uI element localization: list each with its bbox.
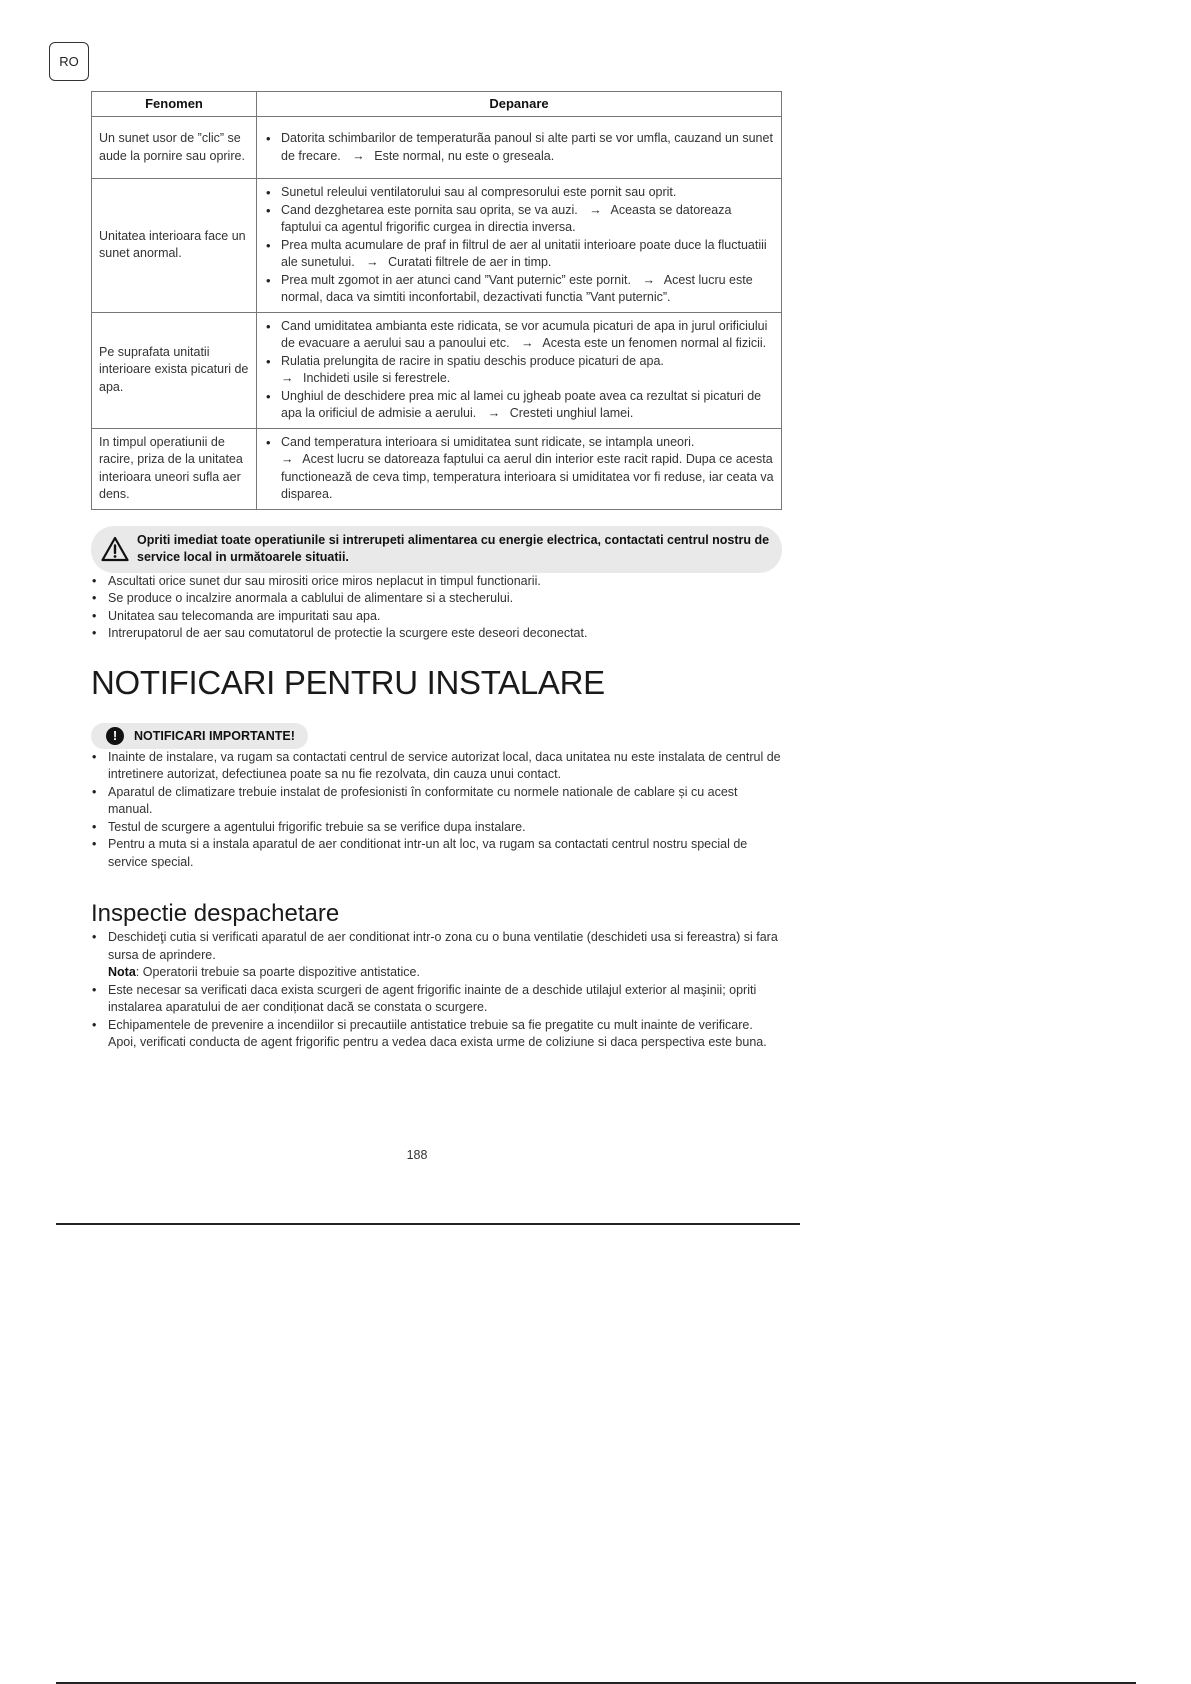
remedy-list [264,318,774,423]
phenomenon-cell: Unitatea interioara face un sunet anormal. [92,179,257,313]
arrow-right-icon: → [281,371,294,385]
remedy-item [281,237,774,272]
page-content [91,91,782,1052]
list-item-text: Deschideţi cutia si verificati aparatul de aer conditionat intr-o zona cu o buna ventilatie (deschideti usa si fereastra) si fara sursa de aprindere. [108,930,778,962]
remedy-item [281,353,774,388]
phenomenon-cell: Pe suprafata unitatii interioare exista picaturi de apa. [92,312,257,428]
install-notices-list [91,749,782,872]
list-item: • Testul de scurgere a agentului frigorific trebuie sa se verifice dupa instalare. [108,819,782,837]
warning-text: Opriti imediat toate operatiunile si intrerupeti alimentarea cu energie electrica, contactati centrul nostru de service local in următoarele situatii. [137,532,770,564]
arrow-right-icon: → [366,255,379,269]
nota-label: Nota [108,965,136,979]
arrow-right-icon: → [589,202,602,217]
list-item: • Aparatul de climatizare trebuie instalat de profesionisti în conformitate cu normele nationale de cablare și cu acest manual. [108,784,782,819]
remedy-action: Este normal, nu este o greseala. [374,148,555,163]
table-row [92,312,782,428]
list-item: • Unitatea sau telecomanda are impuritati sau apa. [108,608,782,626]
page-divider [56,1223,800,1225]
table-row [92,117,782,179]
remedy-item [281,202,774,237]
subsection-title: Inspectie despachetare [91,900,340,927]
phenomenon-cell: In timpul operatiunii de racire, priza de la unitatea interioara uneori sufla aer dens. [92,428,257,509]
remedy-item [281,184,774,202]
list-item: • Inainte de instalare, va rugam sa contactati centrul de service autorizat local, daca unitatea nu este instalata de centrul de intretinere autorizat, defectiunea poate sa nu fie rezolvata, din cauza unui contact. [108,749,782,784]
phenomenon-cell: Un sunet usor de ”clic” se aude la pornire sau oprire. [92,117,257,179]
remedy-list [264,184,774,307]
remedy-action: Aceasta se datoreaza faptului ca agentul frigorific curgea in directia inversa. [281,202,732,234]
table-header-phenomenon: Fenomen [92,92,257,117]
remedy-text: Prea mult zgomot in aer atunci cand ”Vant puternic” este pornit. [281,272,631,287]
list-item: • Se produce o incalzire anormala a cablului de alimentare si a stecherului. [108,590,782,608]
nota-text: : Operatorii trebuie sa poarte dispozitive antistatice. [135,965,420,979]
remedy-text: Cand dezghetarea este pornita sau oprita, se va auzi. [281,202,578,217]
page-number: 188 [406,1148,428,1162]
remedy-action: Acest lucru se datoreaza faptului ca aerul din interior este racit rapid. Dupa ce acesta functionează de ceva timp, temperatura interioara si umiditatea vor fi reduse, iar ceata va disparea. [281,452,774,501]
important-notice-badge [91,723,308,749]
remedy-action: Curatati filtrele de aer in timp. [388,255,552,269]
remedy-item [281,272,774,307]
page-bottom-divider [56,1682,1136,1684]
arrow-right-icon: → [642,272,655,287]
remedy-action: Inchideti usile si ferestrele. [302,371,451,385]
unpacking-list [91,929,782,1052]
remedy-text: Cand temperatura interioara si umiditatea sunt ridicate, se intampla uneori. [281,434,695,449]
table-row [92,179,782,313]
remedy-item [281,130,774,165]
table-row [92,428,782,509]
exclamation-icon: ! [106,727,124,745]
remedy-text: Unghiul de deschidere prea mic al lamei cu jgheab poate avea ca rezultat si picaturi de apa la orificiul de admisie a aerului. [281,388,762,420]
warning-callout [91,526,782,573]
arrow-right-icon: → [352,148,365,163]
remedy-cell [257,179,782,313]
table-header-row [92,92,782,117]
remedy-cell [257,312,782,428]
remedy-action: Acesta este un fenomen normal al fizicii. [542,336,767,350]
arrow-right-icon: → [281,452,294,466]
troubleshooting-table [91,91,782,510]
remedy-item [281,318,774,353]
remedy-list [264,130,774,165]
table-header-remedy: Depanare [257,92,782,117]
remedy-list [264,434,774,504]
language-tag: RO [49,42,89,81]
arrow-right-icon: → [487,406,501,420]
remedy-cell [257,428,782,509]
warning-triangle-icon [101,536,129,562]
remedy-text: Cand umiditatea ambianta este ridicata, se vor acumula picaturi de apa in jurul orificiului de evacuare a aerului sau a panoului etc. [281,318,768,350]
remedy-action: Cresteti unghiul lamei. [509,406,634,420]
list-item: • Este necesar sa verificati daca exista scurgeri de agent frigorific inainte de a deschide utilajul exterior al maşinii; opriti instalarea aparatului de aer condiționat dacă se constata o scurgere. [108,982,782,1017]
remedy-text: Rulatia prelungita de racire in spatiu deschis produce picaturi de apa. [281,353,664,368]
remedy-text: Sunetul releului ventilatorului sau al compresorului este pornit sau oprit. [281,185,677,199]
remedy-action: Acest lucru este normal, daca va simtiti inconfortabil, dezactivati functia ”Vant puternic”. [281,272,753,304]
list-item: • Ascultati orice sunet dur sau mirositi orice miros neplacut in timpul functionarii. [108,573,782,591]
remedy-item [281,434,774,504]
list-item: • Pentru a muta si a instala aparatul de aer conditionat intr-un alt loc, va rugam sa contactati centrul nostru special de service special. [108,836,782,871]
remedy-text: Prea multa acumulare de praf in filtrul de aer al unitatii interioare poate duce la fluctuatiii ale sunetului. [281,237,767,269]
arrow-right-icon: → [521,336,534,350]
remedy-text: Datorita schimbarilor de temperaturãa panoul si alte parti se vor umfla, cauzand un sunet de frecare. [281,131,773,163]
list-item: • Echipamentele de prevenire a incendiilor si precautiile antistatice trebuie sa fie pregatite cu mult inainte de verificare. Apoi, verificati conducta de agent frigorific pentru a vedea daca exista urme de coliziune si daca perspectiva este buna. [108,1017,782,1052]
remedy-cell [257,117,782,179]
section-title: NOTIFICARI PENTRU INSTALARE [91,663,605,701]
list-item [108,929,782,982]
list-item: • Intrerupatorul de aer sau comutatorul de protectie la scurgere este deseori deconectat. [108,625,782,643]
important-notice-label: NOTIFICARI IMPORTANTE! [134,728,295,743]
situations-list [91,573,782,643]
remedy-item [281,388,774,423]
